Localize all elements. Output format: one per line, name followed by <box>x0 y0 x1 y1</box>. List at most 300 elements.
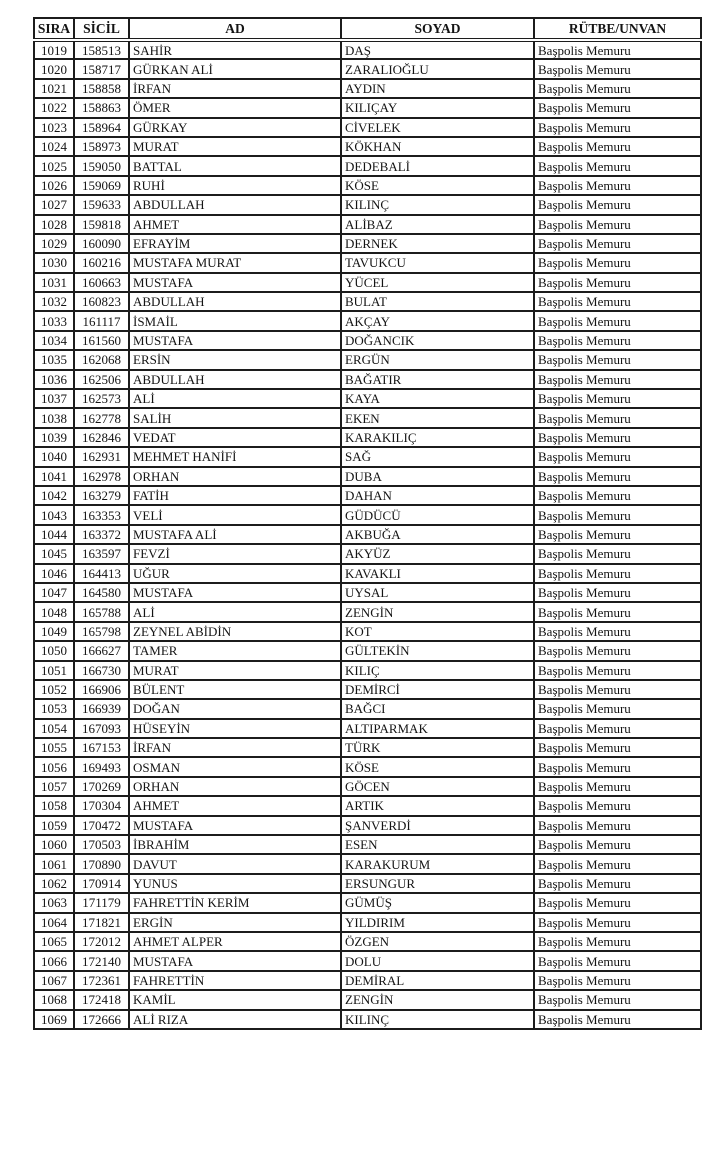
cell-sicil: 159633 <box>74 195 129 214</box>
table-row <box>34 59 701 78</box>
cell-sira: 1060 <box>34 835 74 854</box>
cell-rutbe: Başpolis Memuru <box>534 408 701 427</box>
cell-sira: 1045 <box>34 544 74 563</box>
cell-rutbe: Başpolis Memuru <box>534 176 701 195</box>
cell-soyad: EKEN <box>341 408 534 427</box>
cell-sira: 1056 <box>34 757 74 776</box>
cell-soyad: AKÇAY <box>341 311 534 330</box>
cell-sira: 1058 <box>34 796 74 815</box>
cell-soyad: DUBA <box>341 467 534 486</box>
cell-rutbe: Başpolis Memuru <box>534 661 701 680</box>
cell-sira: 1032 <box>34 292 74 311</box>
table-row <box>34 1010 701 1029</box>
table-row <box>34 564 701 583</box>
cell-ad: İBRAHİM <box>129 835 341 854</box>
cell-ad: ALİ <box>129 602 341 621</box>
cell-ad: MUSTAFA <box>129 273 341 292</box>
cell-rutbe: Başpolis Memuru <box>534 137 701 156</box>
table-row <box>34 622 701 641</box>
cell-rutbe: Başpolis Memuru <box>534 757 701 776</box>
cell-ad: AHMET ALPER <box>129 932 341 951</box>
cell-sicil: 159050 <box>74 156 129 175</box>
table-row <box>34 350 701 369</box>
cell-soyad: UYSAL <box>341 583 534 602</box>
cell-sira: 1053 <box>34 699 74 718</box>
cell-sira: 1068 <box>34 990 74 1009</box>
cell-rutbe: Başpolis Memuru <box>534 971 701 990</box>
table-row <box>34 777 701 796</box>
table-row <box>34 641 701 660</box>
cell-ad: ZEYNEL ABİDİN <box>129 622 341 641</box>
cell-ad: İRFAN <box>129 738 341 757</box>
cell-sicil: 158858 <box>74 79 129 98</box>
cell-soyad: KAYA <box>341 389 534 408</box>
cell-rutbe: Başpolis Memuru <box>534 816 701 835</box>
cell-sicil: 170269 <box>74 777 129 796</box>
cell-rutbe: Başpolis Memuru <box>534 777 701 796</box>
cell-sicil: 160216 <box>74 253 129 272</box>
cell-rutbe: Başpolis Memuru <box>534 350 701 369</box>
cell-sicil: 160090 <box>74 234 129 253</box>
cell-ad: ABDULLAH <box>129 195 341 214</box>
cell-ad: MUSTAFA <box>129 816 341 835</box>
cell-rutbe: Başpolis Memuru <box>534 544 701 563</box>
cell-soyad: KÖSE <box>341 176 534 195</box>
cell-ad: HÜSEYİN <box>129 719 341 738</box>
cell-ad: VELİ <box>129 505 341 524</box>
cell-rutbe: Başpolis Memuru <box>534 622 701 641</box>
cell-ad: MUSTAFA MURAT <box>129 253 341 272</box>
table-row <box>34 253 701 272</box>
cell-sira: 1064 <box>34 913 74 932</box>
cell-soyad: DEMİRCİ <box>341 680 534 699</box>
table-row <box>34 525 701 544</box>
cell-soyad: KARAKURUM <box>341 854 534 873</box>
cell-sicil: 163372 <box>74 525 129 544</box>
cell-sira: 1059 <box>34 816 74 835</box>
cell-rutbe: Başpolis Memuru <box>534 951 701 970</box>
cell-ad: TAMER <box>129 641 341 660</box>
table-row <box>34 176 701 195</box>
table-row <box>34 370 701 389</box>
cell-rutbe: Başpolis Memuru <box>534 932 701 951</box>
cell-ad: FEVZİ <box>129 544 341 563</box>
cell-sira: 1034 <box>34 331 74 350</box>
table-row <box>34 273 701 292</box>
cell-sicil: 163597 <box>74 544 129 563</box>
table-row <box>34 835 701 854</box>
cell-rutbe: Başpolis Memuru <box>534 195 701 214</box>
table-row <box>34 428 701 447</box>
cell-soyad: DOĞANCIK <box>341 331 534 350</box>
cell-ad: ALİ RIZA <box>129 1010 341 1029</box>
table-row <box>34 893 701 912</box>
cell-soyad: SAĞ <box>341 447 534 466</box>
cell-soyad: ERGÜN <box>341 350 534 369</box>
cell-rutbe: Başpolis Memuru <box>534 215 701 234</box>
table-row <box>34 292 701 311</box>
cell-sicil: 167153 <box>74 738 129 757</box>
cell-rutbe: Başpolis Memuru <box>534 990 701 1009</box>
cell-soyad: YILDIRIM <box>341 913 534 932</box>
cell-sicil: 170914 <box>74 874 129 893</box>
cell-ad: DOĞAN <box>129 699 341 718</box>
header-soyad: SOYAD <box>341 18 534 40</box>
cell-rutbe: Başpolis Memuru <box>534 467 701 486</box>
cell-soyad: KOT <box>341 622 534 641</box>
cell-rutbe: Başpolis Memuru <box>534 699 701 718</box>
cell-ad: VEDAT <box>129 428 341 447</box>
cell-rutbe: Başpolis Memuru <box>534 447 701 466</box>
cell-rutbe: Başpolis Memuru <box>534 893 701 912</box>
cell-soyad: AYDIN <box>341 79 534 98</box>
cell-sicil: 163353 <box>74 505 129 524</box>
cell-sira: 1023 <box>34 118 74 137</box>
cell-ad: ALİ <box>129 389 341 408</box>
cell-sira: 1039 <box>34 428 74 447</box>
table-row <box>34 757 701 776</box>
cell-ad: EFRAYİM <box>129 234 341 253</box>
cell-rutbe: Başpolis Memuru <box>534 835 701 854</box>
cell-sicil: 169493 <box>74 757 129 776</box>
cell-sicil: 159818 <box>74 215 129 234</box>
cell-sira: 1028 <box>34 215 74 234</box>
cell-sira: 1036 <box>34 370 74 389</box>
cell-soyad: BAĞCI <box>341 699 534 718</box>
personnel-table <box>33 17 702 1030</box>
cell-ad: GÜRKAY <box>129 118 341 137</box>
cell-rutbe: Başpolis Memuru <box>534 40 701 59</box>
cell-sira: 1041 <box>34 467 74 486</box>
cell-soyad: DEDEBALİ <box>341 156 534 175</box>
cell-sicil: 158513 <box>74 40 129 59</box>
cell-sicil: 165798 <box>74 622 129 641</box>
table-row <box>34 544 701 563</box>
cell-soyad: ESEN <box>341 835 534 854</box>
cell-sira: 1042 <box>34 486 74 505</box>
cell-sicil: 172666 <box>74 1010 129 1029</box>
cell-sicil: 161117 <box>74 311 129 330</box>
cell-rutbe: Başpolis Memuru <box>534 564 701 583</box>
cell-ad: MUSTAFA <box>129 331 341 350</box>
cell-sicil: 166730 <box>74 661 129 680</box>
cell-ad: ORHAN <box>129 467 341 486</box>
cell-ad: ERSİN <box>129 350 341 369</box>
cell-soyad: ZENGİN <box>341 602 534 621</box>
cell-ad: UĞUR <box>129 564 341 583</box>
cell-sicil: 171821 <box>74 913 129 932</box>
table-row <box>34 195 701 214</box>
cell-sira: 1019 <box>34 40 74 59</box>
header-ad: AD <box>129 18 341 40</box>
table-row <box>34 913 701 932</box>
table-row <box>34 951 701 970</box>
cell-sira: 1038 <box>34 408 74 427</box>
cell-rutbe: Başpolis Memuru <box>534 331 701 350</box>
cell-ad: MUSTAFA <box>129 951 341 970</box>
cell-soyad: BULAT <box>341 292 534 311</box>
cell-sira: 1052 <box>34 680 74 699</box>
cell-soyad: DOLU <box>341 951 534 970</box>
cell-ad: FATİH <box>129 486 341 505</box>
cell-sira: 1055 <box>34 738 74 757</box>
cell-soyad: ALTIPARMAK <box>341 719 534 738</box>
cell-sicil: 170503 <box>74 835 129 854</box>
table-row <box>34 661 701 680</box>
table-row <box>34 971 701 990</box>
cell-sira: 1057 <box>34 777 74 796</box>
cell-rutbe: Başpolis Memuru <box>534 796 701 815</box>
cell-ad: KAMİL <box>129 990 341 1009</box>
table-row <box>34 118 701 137</box>
cell-rutbe: Başpolis Memuru <box>534 486 701 505</box>
cell-ad: ORHAN <box>129 777 341 796</box>
cell-sicil: 171179 <box>74 893 129 912</box>
cell-soyad: KILIÇAY <box>341 98 534 117</box>
cell-sira: 1026 <box>34 176 74 195</box>
cell-ad: RUHİ <box>129 176 341 195</box>
cell-soyad: ALİBAZ <box>341 215 534 234</box>
cell-soyad: TAVUKCU <box>341 253 534 272</box>
cell-ad: BATTAL <box>129 156 341 175</box>
cell-sicil: 162068 <box>74 350 129 369</box>
cell-soyad: ZENGİN <box>341 990 534 1009</box>
cell-ad: MEHMET HANİFİ <box>129 447 341 466</box>
cell-ad: BÜLENT <box>129 680 341 699</box>
table-body <box>34 40 701 1029</box>
cell-sicil: 159069 <box>74 176 129 195</box>
cell-sira: 1020 <box>34 59 74 78</box>
cell-sira: 1043 <box>34 505 74 524</box>
table-row <box>34 583 701 602</box>
cell-sira: 1022 <box>34 98 74 117</box>
header-sira: SIRA <box>34 18 74 40</box>
cell-sicil: 170890 <box>74 854 129 873</box>
cell-ad: SALİH <box>129 408 341 427</box>
cell-rutbe: Başpolis Memuru <box>534 583 701 602</box>
table-row <box>34 680 701 699</box>
table-row <box>34 234 701 253</box>
cell-ad: DAVUT <box>129 854 341 873</box>
cell-soyad: KÖSE <box>341 757 534 776</box>
table-row <box>34 699 701 718</box>
cell-ad: MUSTAFA <box>129 583 341 602</box>
table-row <box>34 816 701 835</box>
table-row <box>34 311 701 330</box>
cell-sira: 1035 <box>34 350 74 369</box>
table-row <box>34 486 701 505</box>
cell-sira: 1027 <box>34 195 74 214</box>
cell-sicil: 158717 <box>74 59 129 78</box>
cell-soyad: GÜMÜŞ <box>341 893 534 912</box>
cell-soyad: AKBUĞA <box>341 525 534 544</box>
cell-rutbe: Başpolis Memuru <box>534 854 701 873</box>
cell-ad: MURAT <box>129 137 341 156</box>
cell-sicil: 158964 <box>74 118 129 137</box>
cell-soyad: BAĞATIR <box>341 370 534 389</box>
cell-rutbe: Başpolis Memuru <box>534 428 701 447</box>
cell-soyad: KÖKHAN <box>341 137 534 156</box>
cell-rutbe: Başpolis Memuru <box>534 719 701 738</box>
cell-soyad: YÜCEL <box>341 273 534 292</box>
cell-rutbe: Başpolis Memuru <box>534 273 701 292</box>
cell-sicil: 167093 <box>74 719 129 738</box>
cell-sicil: 164580 <box>74 583 129 602</box>
cell-ad: MURAT <box>129 661 341 680</box>
cell-soyad: GÜLTEKİN <box>341 641 534 660</box>
cell-ad: ÖMER <box>129 98 341 117</box>
cell-sira: 1021 <box>34 79 74 98</box>
cell-soyad: KAVAKLI <box>341 564 534 583</box>
cell-rutbe: Başpolis Memuru <box>534 156 701 175</box>
table-row <box>34 505 701 524</box>
cell-soyad: GÜDÜCÜ <box>341 505 534 524</box>
cell-sicil: 162573 <box>74 389 129 408</box>
cell-soyad: KILIÇ <box>341 661 534 680</box>
cell-soyad: AKYÜZ <box>341 544 534 563</box>
cell-sira: 1030 <box>34 253 74 272</box>
cell-ad: FAHRETTİN KERİM <box>129 893 341 912</box>
cell-sicil: 162846 <box>74 428 129 447</box>
cell-sicil: 172012 <box>74 932 129 951</box>
cell-ad: FAHRETTİN <box>129 971 341 990</box>
cell-soyad: KILINÇ <box>341 1010 534 1029</box>
cell-sicil: 162506 <box>74 370 129 389</box>
cell-rutbe: Başpolis Memuru <box>534 525 701 544</box>
cell-sira: 1054 <box>34 719 74 738</box>
cell-rutbe: Başpolis Memuru <box>534 370 701 389</box>
cell-soyad: TÜRK <box>341 738 534 757</box>
cell-rutbe: Başpolis Memuru <box>534 913 701 932</box>
table-row <box>34 796 701 815</box>
cell-sicil: 162931 <box>74 447 129 466</box>
cell-sira: 1051 <box>34 661 74 680</box>
table-row <box>34 932 701 951</box>
table-row <box>34 98 701 117</box>
table-row <box>34 331 701 350</box>
cell-sira: 1047 <box>34 583 74 602</box>
table-row <box>34 137 701 156</box>
table-row <box>34 719 701 738</box>
cell-sicil: 163279 <box>74 486 129 505</box>
cell-rutbe: Başpolis Memuru <box>534 98 701 117</box>
cell-rutbe: Başpolis Memuru <box>534 874 701 893</box>
cell-sicil: 162778 <box>74 408 129 427</box>
cell-ad: GÜRKAN ALİ <box>129 59 341 78</box>
table-row <box>34 854 701 873</box>
cell-rutbe: Başpolis Memuru <box>534 389 701 408</box>
table-row <box>34 602 701 621</box>
table-row <box>34 389 701 408</box>
cell-soyad: DERNEK <box>341 234 534 253</box>
cell-rutbe: Başpolis Memuru <box>534 738 701 757</box>
cell-sicil: 160823 <box>74 292 129 311</box>
cell-soyad: DEMİRAL <box>341 971 534 990</box>
table-row <box>34 990 701 1009</box>
header-sicil: SİCİL <box>74 18 129 40</box>
cell-rutbe: Başpolis Memuru <box>534 1010 701 1029</box>
cell-sira: 1031 <box>34 273 74 292</box>
cell-sicil: 166939 <box>74 699 129 718</box>
table-row <box>34 467 701 486</box>
cell-sira: 1029 <box>34 234 74 253</box>
cell-ad: ERGİN <box>129 913 341 932</box>
cell-sira: 1049 <box>34 622 74 641</box>
cell-sicil: 165788 <box>74 602 129 621</box>
cell-sira: 1025 <box>34 156 74 175</box>
cell-soyad: CİVELEK <box>341 118 534 137</box>
cell-sicil: 160663 <box>74 273 129 292</box>
table-row <box>34 215 701 234</box>
cell-sicil: 162978 <box>74 467 129 486</box>
cell-sicil: 158863 <box>74 98 129 117</box>
cell-rutbe: Başpolis Memuru <box>534 641 701 660</box>
cell-sira: 1048 <box>34 602 74 621</box>
cell-sira: 1062 <box>34 874 74 893</box>
cell-rutbe: Başpolis Memuru <box>534 505 701 524</box>
cell-sicil: 166906 <box>74 680 129 699</box>
table-row <box>34 156 701 175</box>
cell-soyad: KARAKILIÇ <box>341 428 534 447</box>
cell-rutbe: Başpolis Memuru <box>534 680 701 699</box>
cell-sira: 1046 <box>34 564 74 583</box>
table-row <box>34 40 701 59</box>
cell-rutbe: Başpolis Memuru <box>534 59 701 78</box>
header-rutbe: RÜTBE/UNVAN <box>534 18 701 40</box>
cell-sira: 1067 <box>34 971 74 990</box>
cell-sira: 1050 <box>34 641 74 660</box>
cell-soyad: ÖZGEN <box>341 932 534 951</box>
cell-ad: YUNUS <box>129 874 341 893</box>
cell-ad: ABDULLAH <box>129 370 341 389</box>
cell-sira: 1037 <box>34 389 74 408</box>
cell-rutbe: Başpolis Memuru <box>534 292 701 311</box>
cell-ad: AHMET <box>129 796 341 815</box>
cell-sira: 1024 <box>34 137 74 156</box>
cell-ad: SAHİR <box>129 40 341 59</box>
cell-ad: ABDULLAH <box>129 292 341 311</box>
cell-ad: İSMAİL <box>129 311 341 330</box>
cell-sicil: 172418 <box>74 990 129 1009</box>
cell-soyad: ERSUNGUR <box>341 874 534 893</box>
cell-sicil: 164413 <box>74 564 129 583</box>
cell-sira: 1061 <box>34 854 74 873</box>
cell-sira: 1033 <box>34 311 74 330</box>
cell-ad: AHMET <box>129 215 341 234</box>
cell-rutbe: Başpolis Memuru <box>534 234 701 253</box>
cell-sira: 1044 <box>34 525 74 544</box>
cell-soyad: ŞANVERDİ <box>341 816 534 835</box>
cell-sira: 1063 <box>34 893 74 912</box>
cell-sicil: 166627 <box>74 641 129 660</box>
cell-sira: 1065 <box>34 932 74 951</box>
cell-rutbe: Başpolis Memuru <box>534 602 701 621</box>
cell-rutbe: Başpolis Memuru <box>534 253 701 272</box>
cell-sicil: 172361 <box>74 971 129 990</box>
cell-sicil: 170472 <box>74 816 129 835</box>
table-row <box>34 874 701 893</box>
table-header-row <box>34 18 701 40</box>
table-row <box>34 738 701 757</box>
cell-soyad: GÖCEN <box>341 777 534 796</box>
cell-ad: OSMAN <box>129 757 341 776</box>
cell-rutbe: Başpolis Memuru <box>534 118 701 137</box>
cell-sicil: 158973 <box>74 137 129 156</box>
cell-ad: İRFAN <box>129 79 341 98</box>
cell-sicil: 170304 <box>74 796 129 815</box>
table-row <box>34 447 701 466</box>
cell-rutbe: Başpolis Memuru <box>534 311 701 330</box>
